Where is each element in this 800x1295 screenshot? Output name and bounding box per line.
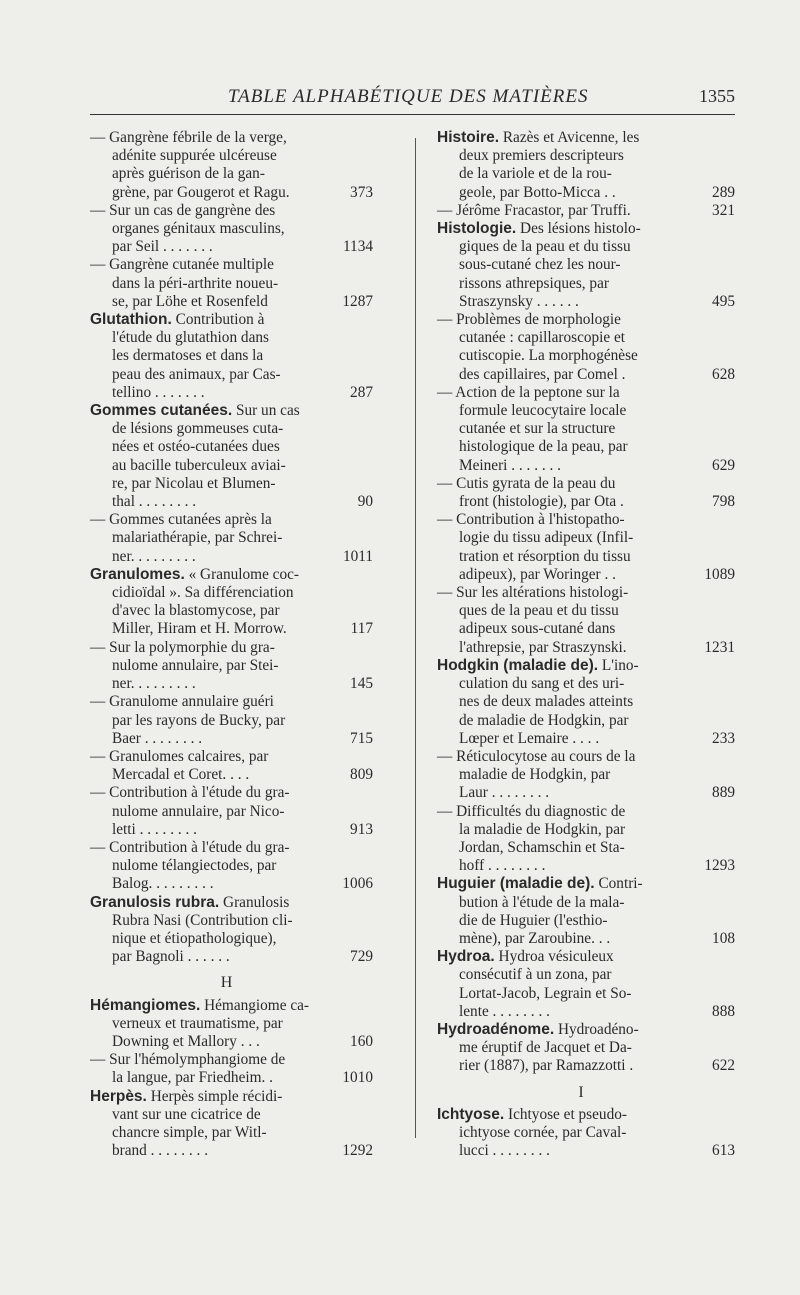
page-ref: 117	[350, 620, 373, 638]
index-text: Baer . . . . . . . .	[112, 729, 203, 747]
index-text: Granulosis rubra. Granulosis	[90, 893, 290, 911]
index-text: nulome télangiectodes, par	[112, 857, 277, 875]
index-line	[437, 803, 735, 821]
index-line	[90, 165, 373, 183]
index-line	[90, 220, 373, 238]
index-text: ichtyose cornée, par Caval-	[459, 1123, 627, 1141]
index-keyword: Herpès.	[90, 1087, 147, 1105]
index-line	[90, 857, 373, 875]
index-line	[437, 275, 735, 293]
index-line	[90, 1124, 373, 1142]
index-line	[90, 202, 373, 220]
index-text: — Sur les altérations histologi-	[437, 584, 629, 602]
index-text: — Problèmes de morphologie	[437, 311, 621, 329]
index-keyword: Hydroadénome.	[437, 1020, 555, 1038]
index-text: Granulomes. « Granulome coc-	[90, 565, 300, 583]
left-column	[90, 129, 373, 1160]
index-text: — Granulome annulaire guéri	[90, 693, 274, 711]
index-line	[437, 766, 735, 784]
index-text: geole, par Botto-Micca . .	[459, 183, 616, 201]
index-text: bution à l'étude de la mala-	[459, 893, 625, 911]
index-text: thal . . . . . . . .	[112, 493, 197, 511]
index-line	[437, 147, 735, 165]
index-text: d'avec la blastomycose, par	[112, 602, 280, 620]
index-line	[90, 129, 373, 147]
index-line	[90, 712, 373, 730]
index-text: par les rayons de Bucky, par	[112, 711, 286, 729]
page-ref: 798	[712, 493, 735, 511]
index-text: — Gangrène cutanée multiple	[90, 256, 274, 274]
index-text: lente . . . . . . . .	[459, 1002, 550, 1020]
index-line	[437, 1039, 735, 1057]
index-text: nes de deux malades atteints	[459, 693, 634, 711]
index-line	[437, 366, 735, 384]
index-text: — Action de la peptone sur la	[437, 383, 620, 401]
index-text: cutanée : capillaroscopie et	[459, 329, 626, 347]
page-ref: 1134	[342, 238, 373, 256]
index-line	[437, 730, 735, 748]
index-line	[437, 948, 735, 966]
index-text: hoff . . . . . . . .	[459, 857, 546, 875]
index-keyword: Hodgkin (maladie de).	[437, 656, 599, 674]
index-line	[90, 784, 373, 802]
index-line	[90, 238, 373, 256]
index-line	[437, 712, 735, 730]
index-text: nulome annulaire, par Nico-	[112, 802, 285, 820]
page-ref: 160	[350, 1032, 373, 1050]
index-line	[437, 966, 735, 984]
index-text: malariathérapie, par Schrei-	[112, 529, 283, 547]
index-line	[90, 1069, 373, 1087]
index-line	[437, 821, 735, 839]
index-text: se, par Löhe et Rosenfeld	[112, 292, 268, 310]
page-ref: 1006	[342, 875, 373, 893]
index-text: au bacille tuberculeux aviai-	[112, 456, 286, 474]
index-line	[437, 839, 735, 857]
page-ref: 809	[350, 766, 373, 784]
index-text: — Gangrène fébrile de la verge,	[90, 129, 287, 146]
index-text: adénite suppurée ulcéreuse	[112, 147, 277, 165]
index-line	[437, 202, 735, 220]
index-line	[90, 748, 373, 766]
page-ref: 145	[350, 675, 373, 693]
index-keyword: Huguier (maladie de).	[437, 875, 595, 893]
index-text: Mercadal et Coret. . . .	[112, 766, 250, 784]
index-line	[437, 1003, 735, 1021]
index-line	[90, 657, 373, 675]
index-text: die de Huguier (l'esthio-	[459, 911, 608, 929]
index-text: — Réticulocytose au cours de la	[437, 747, 636, 765]
index-line	[437, 1021, 735, 1039]
index-text: Lortat-Jacob, Legrain et So-	[459, 984, 632, 1002]
index-line	[90, 1033, 373, 1051]
index-line	[90, 693, 373, 711]
index-line	[437, 639, 735, 657]
index-line	[437, 1124, 735, 1142]
index-text: verneux et traumatisme, par	[112, 1014, 283, 1032]
right-column	[437, 129, 735, 1160]
index-line	[437, 657, 735, 675]
index-line	[90, 366, 373, 384]
index-keyword: Glutathion.	[90, 311, 172, 329]
index-text: l'athrepsie, par Straszynski.	[459, 638, 627, 656]
index-text: nées et ostéo-cutanées dues	[112, 438, 280, 456]
index-text: chancre simple, par Witl-	[112, 1123, 267, 1141]
index-line	[437, 402, 735, 420]
index-line	[437, 165, 735, 183]
page-ref: 1231	[704, 638, 735, 656]
index-line	[90, 548, 373, 566]
index-line	[90, 402, 373, 420]
index-text: Ichtyose. Ichtyose et pseudo-	[437, 1105, 627, 1123]
index-text: cidioïdal ». Sa différenciation	[112, 584, 294, 602]
index-line	[437, 457, 735, 475]
index-text: Balog. . . . . . . . .	[112, 875, 214, 893]
index-line	[437, 511, 735, 529]
index-text: — Difficultés du diagnostic de	[437, 802, 626, 820]
page-ref: 889	[712, 784, 735, 802]
index-text: ner. . . . . . . . .	[112, 675, 196, 693]
index-keyword: Granulosis rubra.	[90, 893, 220, 911]
index-text: les dermatoses et dans la	[112, 347, 264, 365]
index-line	[90, 639, 373, 657]
index-text: — Contribution à l'étude du gra-	[90, 784, 290, 802]
index-line	[90, 457, 373, 475]
index-text: adipeux), par Woringer . .	[459, 565, 616, 583]
index-keyword: Granulomes.	[90, 565, 185, 583]
index-line	[90, 147, 373, 165]
section-letter: H	[220, 974, 233, 992]
index-line	[437, 184, 735, 202]
index-text: culation du sang et des uri-	[459, 675, 625, 693]
page-ref: 289	[712, 183, 735, 201]
page-ref: 373	[350, 183, 373, 201]
page-ref: 715	[350, 729, 373, 747]
index-line	[437, 1142, 735, 1160]
index-line	[90, 529, 373, 547]
index-line	[437, 238, 735, 256]
index-line	[90, 620, 373, 638]
index-line	[90, 438, 373, 456]
index-line	[90, 311, 373, 329]
page-ref: 622	[712, 1057, 735, 1075]
index-line	[437, 1057, 735, 1075]
index-text: — Sur l'hémolymphangiome de	[90, 1051, 286, 1069]
index-text: maladie de Hodgkin, par	[459, 766, 611, 784]
index-text: consécutif à un zona, par	[459, 966, 612, 984]
index-text: me éruptif de Jacquet et Da-	[459, 1039, 632, 1057]
index-text: Hydroadénome. Hydroadéno-	[437, 1020, 639, 1038]
index-line	[437, 930, 735, 948]
index-line	[437, 602, 735, 620]
index-text: nique et étiopathologique),	[112, 929, 277, 947]
index-text: logie du tissu adipeux (Infil-	[459, 529, 634, 547]
index-text: Laur . . . . . . . .	[459, 784, 550, 802]
index-text: — Sur un cas de gangrène des	[90, 201, 276, 219]
page-ref: 287	[350, 383, 373, 401]
index-keyword: Hydroa.	[437, 948, 495, 966]
index-text: front (histologie), par Ota .	[459, 493, 624, 511]
index-line	[437, 347, 735, 365]
index-line	[90, 1088, 373, 1106]
page-number: 1355	[699, 86, 735, 106]
index-text: Histoire. Razès et Avicenne, les	[437, 129, 640, 146]
index-line	[90, 766, 373, 784]
index-line	[90, 1106, 373, 1124]
page-ref: 629	[712, 456, 735, 474]
index-text: — Cutis gyrata de la peau du	[437, 474, 616, 492]
index-line	[90, 821, 373, 839]
index-text: — Contribution à l'étude du gra-	[90, 838, 290, 856]
index-line	[437, 857, 735, 875]
index-text: Meineri . . . . . . .	[459, 456, 561, 474]
index-line	[90, 511, 373, 529]
page-ref: 913	[350, 820, 373, 838]
index-text: Hémangiomes. Hémangiome ca-	[90, 996, 309, 1014]
index-line	[90, 1015, 373, 1033]
index-text: l'étude du glutathion dans	[112, 329, 269, 347]
page-ref: 1287	[342, 292, 373, 310]
index-line	[90, 948, 373, 966]
column-divider	[415, 138, 416, 1138]
index-text: après guérison de la gan-	[112, 165, 265, 183]
index-text: mène), par Zaroubine. . .	[459, 929, 611, 947]
index-text: Glutathion. Contribution à	[90, 311, 265, 329]
index-text: Jordan, Schamschin et Sta-	[459, 838, 625, 856]
index-text: tration et résorption du tissu	[459, 547, 631, 565]
page-ref: 1293	[704, 857, 735, 875]
index-line	[90, 493, 373, 511]
index-text: cutanée et sur la structure	[459, 420, 616, 438]
index-line	[437, 475, 735, 493]
index-line	[437, 1106, 735, 1124]
index-text: — Granulomes calcaires, par	[90, 747, 269, 765]
page-ref: 1011	[342, 547, 373, 565]
index-line	[437, 256, 735, 274]
index-text: — Contribution à l'histopatho-	[437, 511, 625, 529]
index-line	[437, 329, 735, 347]
index-line	[437, 293, 735, 311]
index-text: deux premiers descripteurs	[459, 147, 624, 165]
index-line	[437, 894, 735, 912]
index-line	[90, 184, 373, 202]
index-text: Straszynsky . . . . . .	[459, 292, 579, 310]
index-text: adipeux sous-cutané dans	[459, 620, 616, 638]
index-line	[437, 912, 735, 930]
index-text: des capillaires, par Comel .	[459, 365, 626, 383]
index-keyword: Ichtyose.	[437, 1105, 505, 1123]
index-line	[437, 420, 735, 438]
index-text: grène, par Gougerot et Ragu.	[112, 183, 290, 201]
index-line	[90, 930, 373, 948]
index-line	[90, 1051, 373, 1069]
index-line	[90, 839, 373, 857]
index-text: Hydroa. Hydroa vésiculeux	[437, 948, 614, 966]
index-line	[437, 693, 735, 711]
index-line	[90, 675, 373, 693]
index-text: vant sur une cicatrice de	[112, 1105, 261, 1123]
index-line	[437, 584, 735, 602]
index-text: brand . . . . . . . .	[112, 1142, 209, 1160]
index-line	[90, 730, 373, 748]
index-text: dans la péri-arthrite noueu-	[112, 274, 279, 292]
index-line	[90, 329, 373, 347]
running-header	[90, 84, 735, 115]
index-text: nulome annulaire, par Stei-	[112, 656, 279, 674]
index-text: Hodgkin (maladie de). L'ino-	[437, 656, 639, 674]
page-ref: 495	[712, 292, 735, 310]
page-ref: 888	[712, 1002, 735, 1020]
header-title: TABLE ALPHABÉTIQUE DES MATIÈRES	[228, 86, 589, 107]
index-line	[90, 803, 373, 821]
index-text: de maladie de Hodgkin, par	[459, 711, 629, 729]
index-line	[437, 675, 735, 693]
index-line	[90, 293, 373, 311]
index-text: Lœper et Lemaire . . . .	[459, 729, 600, 747]
index-text: ques de la peau et du tissu	[459, 602, 619, 620]
page-ref: 108	[712, 929, 735, 947]
index-text: rissons athrepsiques, par	[459, 274, 609, 292]
index-text: Huguier (maladie de). Contri-	[437, 875, 643, 893]
index-keyword: Histologie.	[437, 220, 517, 238]
index-text: la langue, par Friedheim. .	[112, 1069, 273, 1087]
index-text: Gommes cutanées. Sur un cas	[90, 402, 300, 420]
page-ref: 628	[712, 365, 735, 383]
index-text: de la variole et de la rou-	[459, 165, 612, 183]
index-line	[90, 602, 373, 620]
index-line	[437, 566, 735, 584]
index-line	[437, 129, 735, 147]
index-text: organes génitaux masculins,	[112, 220, 285, 238]
page-ref: 1010	[342, 1069, 373, 1087]
page-ref: 90	[357, 493, 373, 511]
index-text: Downing et Mallory . . .	[112, 1032, 260, 1050]
index-line	[437, 493, 735, 511]
index-text: — Gommes cutanées après la	[90, 511, 272, 529]
index-line	[90, 875, 373, 893]
index-line	[90, 584, 373, 602]
index-text: peau des animaux, par Cas-	[112, 365, 281, 383]
index-text: Histologie. Des lésions histolo-	[437, 220, 641, 238]
index-line	[437, 620, 735, 638]
index-line	[90, 384, 373, 402]
index-line	[437, 311, 735, 329]
index-text: — Jérôme Fracastor, par Truffi.	[437, 201, 631, 219]
index-text: lucci . . . . . . . .	[459, 1142, 550, 1160]
index-text: — Sur la polymorphie du gra-	[90, 638, 275, 656]
index-text: tellino . . . . . . .	[112, 383, 205, 401]
page-ref: 233	[712, 729, 735, 747]
index-line	[437, 529, 735, 547]
index-line	[437, 220, 735, 238]
index-keyword: Histoire.	[437, 129, 500, 146]
index-text: re, par Nicolau et Blumen-	[112, 474, 276, 492]
index-line	[90, 420, 373, 438]
section-letter: I	[578, 1083, 584, 1101]
index-text: la maladie de Hodgkin, par	[459, 820, 626, 838]
index-text: Herpès. Herpès simple récidi-	[90, 1087, 283, 1105]
index-line	[437, 748, 735, 766]
index-line	[90, 912, 373, 930]
index-line	[90, 997, 373, 1015]
index-line	[90, 566, 373, 584]
index-text: par Bagnoli . . . . . .	[112, 948, 230, 966]
index-text: giques de la peau et du tissu	[459, 238, 631, 256]
index-text: rier (1887), par Ramazzotti .	[459, 1057, 634, 1075]
index-text: Rubra Nasi (Contribution cli-	[112, 911, 293, 929]
index-text: de lésions gommeuses cuta-	[112, 420, 284, 438]
page-ref: 321	[712, 201, 735, 219]
index-line	[90, 347, 373, 365]
index-keyword: Hémangiomes.	[90, 996, 201, 1014]
index-line	[90, 1142, 373, 1160]
index-text: letti . . . . . . . .	[112, 820, 197, 838]
index-line	[90, 275, 373, 293]
index-line	[90, 894, 373, 912]
page-ref: 613	[712, 1142, 735, 1160]
index-line	[437, 384, 735, 402]
index-line	[437, 438, 735, 456]
index-text: cutiscopie. La morphogénèse	[459, 347, 638, 365]
index-text: par Seil . . . . . . .	[112, 238, 213, 256]
index-text: formule leucocytaire locale	[459, 402, 627, 420]
index-line	[437, 875, 735, 893]
index-text: sous-cutané chez les nour-	[459, 256, 621, 274]
index-line	[437, 985, 735, 1003]
index-text: ner. . . . . . . . .	[112, 547, 196, 565]
page-ref: 1292	[342, 1142, 373, 1160]
index-line	[437, 548, 735, 566]
page-ref: 1089	[704, 565, 735, 583]
page-ref: 729	[350, 948, 373, 966]
index-line	[90, 475, 373, 493]
index-line	[437, 784, 735, 802]
index-text: Miller, Hiram et H. Morrow.	[112, 620, 287, 638]
index-line	[90, 256, 373, 274]
index-keyword: Gommes cutanées.	[90, 402, 233, 420]
index-text: histologique de la peau, par	[459, 438, 628, 456]
